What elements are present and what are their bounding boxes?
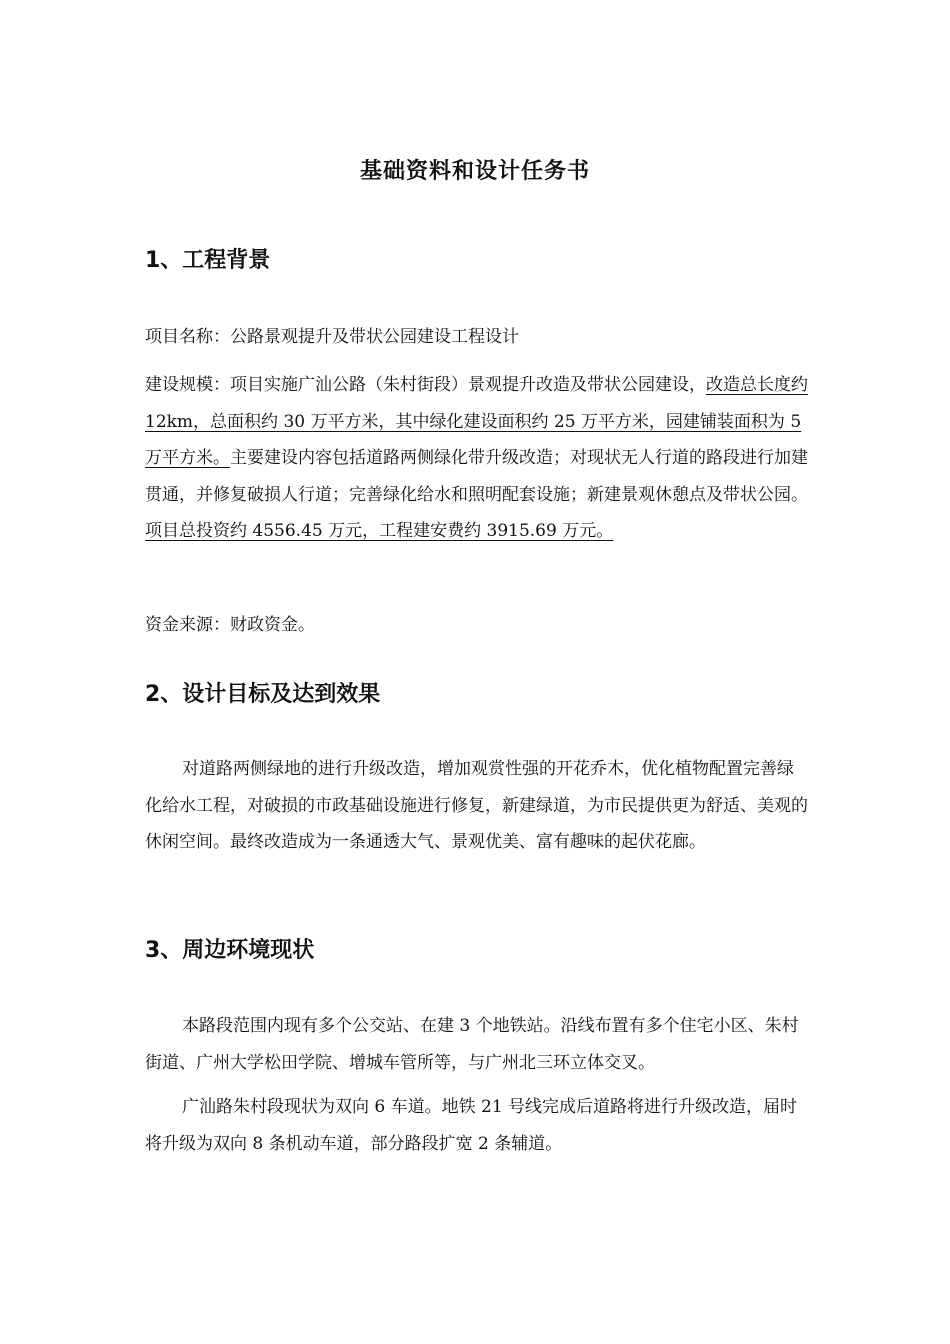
scale-underlined-investment: 项目总投资约 4556.45 万元，工程建安费约 3915.69 万元。 bbox=[145, 521, 614, 541]
section-heading-project-background: 1、工程背景 bbox=[145, 248, 271, 273]
construction-scale-paragraph bbox=[145, 367, 810, 550]
funding-source-line: 资金来源：财政资金。 bbox=[145, 615, 315, 635]
project-name-line: 项目名称：公路景观提升及带状公园建设工程设计 bbox=[145, 327, 519, 347]
section-heading-surroundings: 3、周边环境现状 bbox=[145, 938, 315, 963]
section-heading-design-goals: 2、设计目标及达到效果 bbox=[145, 682, 381, 707]
document-title: 基础资料和设计任务书 bbox=[359, 159, 590, 184]
surroundings-paragraph-1: 本路段范围内现有多个公交站、在建 3 个地铁站。沿线布置有多个住宅小区、朱村街道、广州大学松田学院、增城车管所等，与广州北三环立体交叉。 bbox=[145, 1016, 799, 1073]
design-goals-paragraph: 对道路两侧绿地的进行升级改造，增加观赏性强的开花乔木，优化植物配置完善绿化给水工程，对破损的市政基础设施进行修复，新建绿道，为市民提供更为舒适、美观的休闲空间。最终改造成为一条通透大气、景观优美、富有趣味的起伏花廊。 bbox=[145, 759, 808, 852]
surroundings-paragraph-2: 广汕路朱村段现状为双向 6 车道。地铁 21 号线完成后道路将进行升级改造，届时将升级为双向 8 条机动车道，部分路段扩宽 2 条辅道。 bbox=[145, 1097, 798, 1154]
scale-text-part2: 主要建设内容包括道路两侧绿化带升级改造；对现状无人行道的路段进行加建贯通，并修复破损人行道；完善绿化给水和照明配套设施；新建景观休憩点及带状公园。 bbox=[145, 448, 808, 505]
scale-text-part1: 建设规模：项目实施广汕公路（朱村街段）景观提升改造及带状公园建设， bbox=[145, 375, 706, 395]
scale-underlined-area: 改造总长度约 12km，总面积约 30 万平方米，其中绿化建设面积约 25 万平方米，园建铺装面积为 5 万平方米。 bbox=[145, 375, 808, 468]
